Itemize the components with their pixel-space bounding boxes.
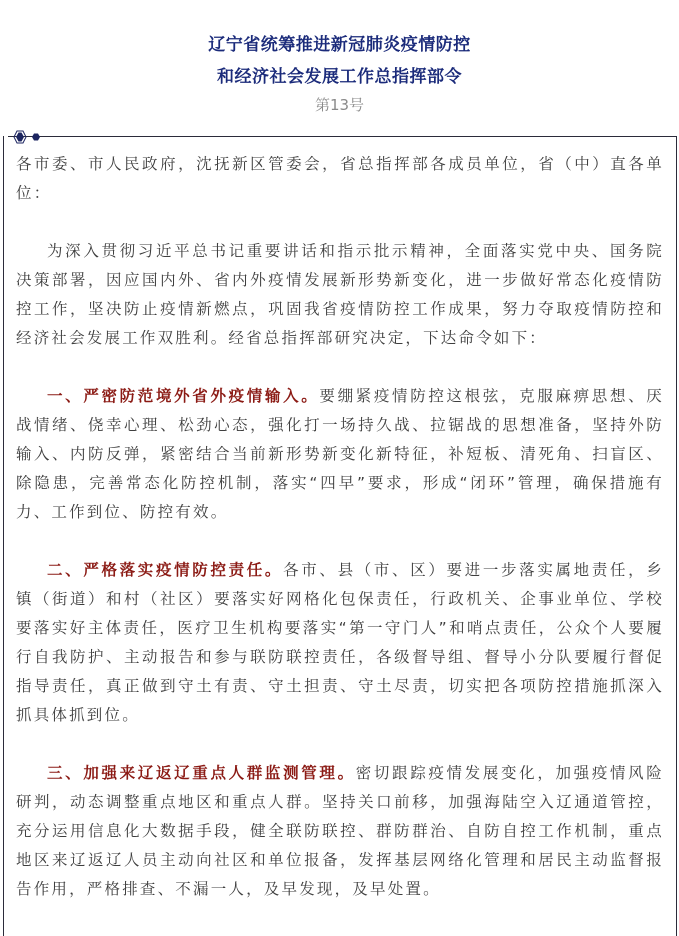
document-title-line-2: 和经济社会发展工作总指挥部令 (217, 67, 462, 87)
document-body (16, 150, 664, 904)
section-2-heading: 二、严格落实疫情防控责任。 (47, 561, 284, 579)
section-2-text: 各市、县（市、区）要进一步落实属地责任，乡镇（街道）和村（社区）要落实好网格化包保责任，行政机关、企事业单位、学校要落实好主体责任，医疗卫生机构要落实“第一守门人”和哨点责任，公众个人要履行自我防护、主动报告和参与联防联控责任，各级督导组、督导小分队要履行督促指导责任，真正做到守土有责、守土担责、守土尽责，切实把各项防控措施抓深入抓具体抓到位。 (16, 561, 664, 724)
salutation: 各市委、市人民政府，沈抚新区管委会，省总指挥部各成员单位，省（中）直各单位： (16, 155, 664, 202)
document-title-line-1: 辽宁省统筹推进新冠肺炎疫情防控 (208, 35, 471, 55)
section-2-paragraph (16, 556, 664, 730)
intro-paragraph: 为深入贯彻习近平总书记重要讲话和指示批示精神，全面落实党中央、国务院决策部署，因应国内外、省内外疫情发展新形势新变化，进一步做好常态化疫情防控工作，坚决防止疫情新燃点，巩固我省疫情防控工作成果，努力夺取疫情防控和经济社会发展工作双胜利。经省总指挥部研究决定，下达命令如下： (16, 242, 664, 347)
order-number: 第13号 (314, 96, 365, 114)
hexagon-large-icon (14, 131, 26, 143)
section-3-text: 密切跟踪疫情发展变化，加强疫情风险研判，动态调整重点地区和重点人群。坚持关口前移，加强海陆空入辽通道管控，充分运用信息化大数据手段，健全联防联控、群防群治、自防自控工作机制，重点地区来辽返辽人员主动向社区和单位报备，发挥基层网络化管理和居民主动监督报告作用，严格排查、不漏一人，及早发现，及早处置。 (16, 764, 664, 898)
hexagon-decoration (4, 127, 64, 147)
section-3-heading: 三、加强来辽返辽重点人群监测管理。 (47, 764, 356, 782)
section-1-paragraph (16, 382, 664, 527)
hexagon-small-icon (32, 134, 40, 141)
section-3-paragraph (16, 759, 664, 904)
section-1-text: 要绷紧疫情防控这根弦，克服麻痹思想、厌战情绪、侥幸心理、松劲心态，强化打一场持久战、拉锯战的思想准备，坚持外防输入、内防反弹，紧密结合当前新形势新变化新特征，补短板、清死角、扫盲区、除隐患，完善常态化防控机制，落实“四早”要求，形成“闭环”管理，确保措施有力、工作到位、防控有效。 (16, 387, 664, 521)
section-1-heading: 一、严密防范境外省外疫情输入。 (47, 387, 320, 405)
